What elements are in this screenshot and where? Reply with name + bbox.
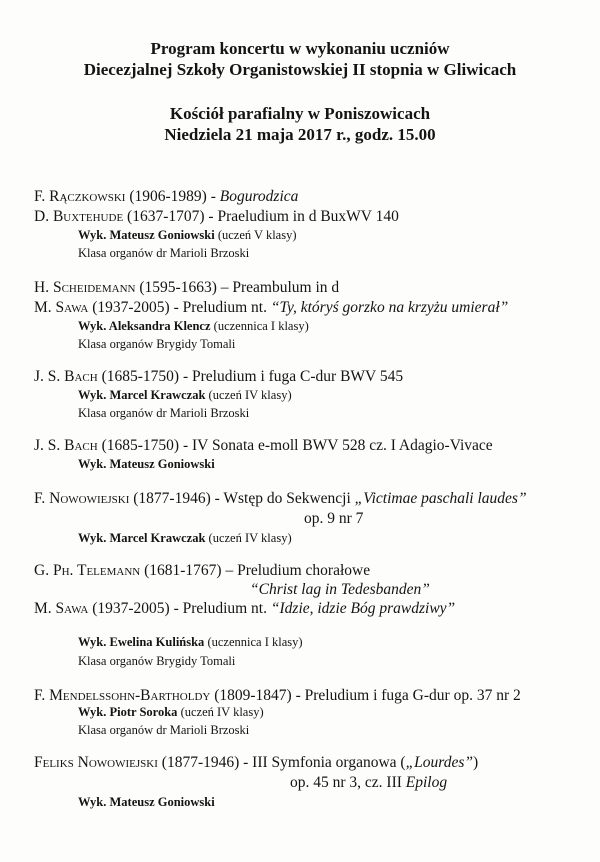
composer-line [34, 599, 455, 618]
performer-name: Wyk. Piotr Soroka [78, 705, 178, 719]
teacher-class-line: Klasa organów Brygidy Tomali [78, 337, 236, 351]
performer-line [78, 318, 309, 334]
composer-dates: (1937-2005) - Preludium nt. [88, 299, 271, 316]
composer-line [34, 436, 493, 455]
work-title: “Idzie, idzie Bóg prawdziwy” [270, 600, 456, 617]
composer-name: Feliks Nowowiejski [34, 754, 158, 771]
date-line: Niedziela 21 maja 2017 r., godz. 15.00 [164, 125, 436, 144]
composer-dates: (1906-1989) - [125, 188, 220, 205]
movement-title: Epilog [405, 774, 448, 791]
composer-line [34, 753, 478, 772]
composer-dates: (1685-1750) - IV Sonata e-moll BWV 528 cz. I Adagio-Vivace [97, 437, 493, 454]
composer-dates: (1937-2005) - Preludium nt. [88, 600, 271, 617]
opus-line: op. 9 nr 7 [304, 510, 364, 527]
work-title-line: “Christ lag in Tedesbanden” [250, 581, 430, 598]
composer-name: M. Sawa [34, 600, 89, 617]
composer-name: J. S. Bach [34, 437, 98, 454]
composer-name: D. Buxtehude [34, 208, 124, 225]
performer-line [78, 227, 297, 243]
composer-name: M. Sawa [34, 299, 89, 316]
performer-note: (uczeń IV klasy) [177, 705, 264, 719]
composer-line [34, 207, 399, 226]
composer-name: F. Mendelssohn-Bartholdy [34, 687, 211, 704]
performer-name: Wyk. Ewelina Kulińska [78, 635, 205, 649]
composer-line [34, 489, 527, 508]
venue-line: Kościół parafialny w Poniszowicach [169, 104, 431, 123]
opus-text: op. 45 nr 3, cz. III [290, 774, 406, 791]
performer-name: Wyk. Aleksandra Klencz [78, 319, 211, 333]
performer-line [78, 704, 264, 720]
opus-line [290, 773, 447, 792]
performer-note: (uczennica I klasy) [204, 635, 303, 649]
header-title-line-1: Program koncertu w wykonaniu uczniów [150, 39, 450, 58]
performer-name: Wyk. Marcel Krawczak [78, 388, 206, 402]
composer-line [34, 367, 403, 386]
performer-note: (uczeń IV klasy) [205, 531, 292, 545]
performer-note: (uczeń V klasy) [214, 228, 297, 242]
performer-name: Wyk. Marcel Krawczak [78, 531, 206, 545]
teacher-class-line: Klasa organów Brygidy Tomali [78, 654, 236, 668]
composer-dates: (1809-1847) - Preludium i fuga G-dur op. 37 nr 2 [210, 687, 521, 704]
composer-line [34, 298, 508, 317]
performer-line [78, 530, 292, 546]
performer-note: (uczennica I klasy) [210, 319, 309, 333]
work-title: „Lourdes” [405, 754, 474, 771]
composer-dates: (1595-1663) – Preambulum in d [135, 279, 340, 296]
performer-note: (uczeń IV klasy) [205, 388, 292, 402]
teacher-class-line: Klasa organów dr Marioli Brzoski [78, 406, 250, 420]
composer-name: G. Ph. Telemann [34, 562, 141, 579]
composer-line [34, 278, 339, 297]
composer-dates: (1681-1767) – Preludium chorałowe [140, 562, 371, 579]
composer-name: J. S. Bach [34, 368, 98, 385]
teacher-class-line: Klasa organów dr Marioli Brzoski [78, 246, 250, 260]
performer-name: Wyk. Mateusz Goniowski [78, 228, 215, 242]
teacher-class-line: Klasa organów dr Marioli Brzoski [78, 723, 250, 737]
performer-name: Wyk. Mateusz Goniowski [78, 795, 215, 809]
composer-dates: (1877-1946) - III Symfonia organowa ( [157, 754, 406, 771]
work-title: „Victimae paschali laudes” [354, 490, 527, 507]
composer-line [34, 686, 521, 705]
composer-line [34, 187, 298, 206]
header-block-2 [0, 103, 600, 145]
composer-dates: (1637-1707) - Praeludium in d BuxWV 140 [123, 208, 399, 225]
header-block-1 [0, 38, 600, 80]
composer-name: H. Scheidemann [34, 279, 136, 296]
work-title: Bogurodzica [219, 188, 299, 205]
work-title: “Ty, któryś gorzko na krzyżu umierał” [270, 299, 509, 316]
performer-line [78, 387, 292, 403]
composer-dates: (1877-1946) - Wstęp do Sekwencji [129, 490, 355, 507]
performer-name: Wyk. Mateusz Goniowski [78, 457, 215, 471]
performer-line [78, 794, 215, 810]
performer-line [78, 634, 303, 650]
composer-dates: (1685-1750) - Preludium i fuga C-dur BWV 545 [97, 368, 404, 385]
performer-line [78, 456, 215, 472]
composer-line [34, 561, 370, 580]
header-title-line-2: Diecezjalnej Szkoły Organistowskiej II stopnia w Gliwicach [83, 60, 517, 79]
composer-name: F. Rączkowski [34, 188, 126, 205]
composer-name: F. Nowowiejski [34, 490, 130, 507]
closing-paren: ) [473, 754, 479, 771]
